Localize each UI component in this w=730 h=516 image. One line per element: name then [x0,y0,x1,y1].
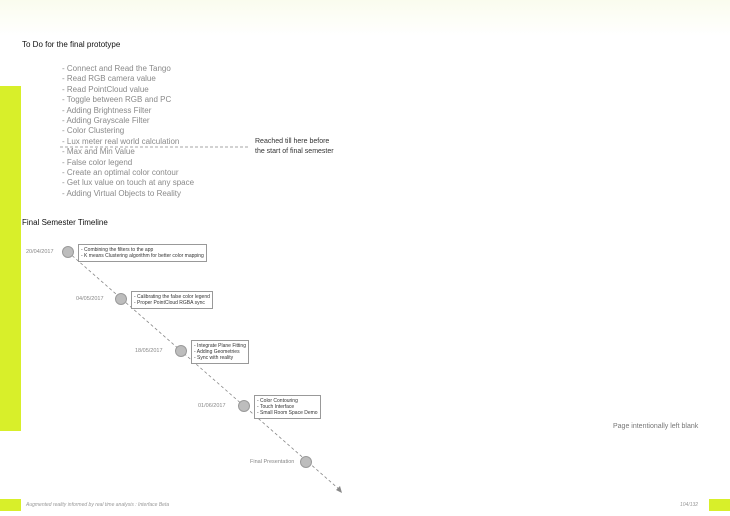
milestone-marker [62,246,74,258]
milestone-date: 20/04/2017 [26,249,54,255]
footer-accent-right [709,499,730,511]
milestone-date: 01/06/2017 [198,403,226,409]
milestone-task: - Color Contouring [257,397,298,404]
milestone-task: - Sync with reality [194,355,234,362]
milestone-tasks [254,395,321,419]
todo-item: - Adding Grayscale Filter [62,116,150,126]
milestone-task: - Adding Geometries [194,348,240,355]
milestone-marker [238,400,250,412]
footer-title: Augmented reality informed by real time analysis : Interface Beta [26,502,170,508]
blank-page-note: Page intentionally left blank [613,423,699,430]
milestone-tasks [191,340,249,364]
todo-item: - Connect and Read the Tango [62,64,171,73]
milestone-marker [175,345,187,357]
todo-item: - Toggle between RGB and PC [62,95,172,105]
progress-note-line: Reached till here before [255,138,330,145]
milestone-tasks [78,244,207,262]
todo-item: - Adding Virtual Objects to Reality [62,188,182,198]
progress-note-line: the start of final semester [255,147,334,155]
milestone-tasks [131,291,213,309]
timeline-dashed-line [68,252,340,490]
milestone-task: - Small Room Space Demo [257,410,318,417]
footer-accent-left [0,499,21,511]
milestone-date: 04/05/2017 [76,296,104,302]
milestone-task: - Proper PointCloud RGBA sync [134,299,205,306]
todo-item: - False color legend [62,157,133,167]
todo-item: - Adding Brightness Filter [62,105,152,115]
final-presentation-label: Final Presentation [250,459,295,465]
todo-item: - Create an optimal color contour [62,168,179,178]
milestone-task: - Touch Interface [257,403,295,410]
milestone-task: - Calibrating the false color legend [134,293,210,300]
todo-item: - Max and Min Value [62,147,135,157]
todo-item: - Read PointCloud value [62,84,149,94]
milestone-task: - Integrate Plane Fitting [194,342,246,349]
milestone-task: - K means Clustering algorithm for better color mapping [81,252,204,259]
page-number: 104/132 [680,502,699,508]
timeline-title: Final Semester Timeline [22,218,108,227]
milestone-task: - Combining the filters to the app [81,246,154,253]
milestone-date: 18/05/2017 [135,348,163,354]
todo-item: - Lux meter real world calculation [62,136,180,146]
todo-item: - Color Clustering [62,126,125,136]
final-presentation-marker [300,456,312,468]
timeline-arrow-icon [336,486,342,493]
milestone-marker [115,293,127,305]
todo-item: - Read RGB camera value [62,74,156,84]
todo-item: - Get lux value on touch at any space [62,178,195,188]
todo-title: To Do for the final prototype [22,40,121,49]
